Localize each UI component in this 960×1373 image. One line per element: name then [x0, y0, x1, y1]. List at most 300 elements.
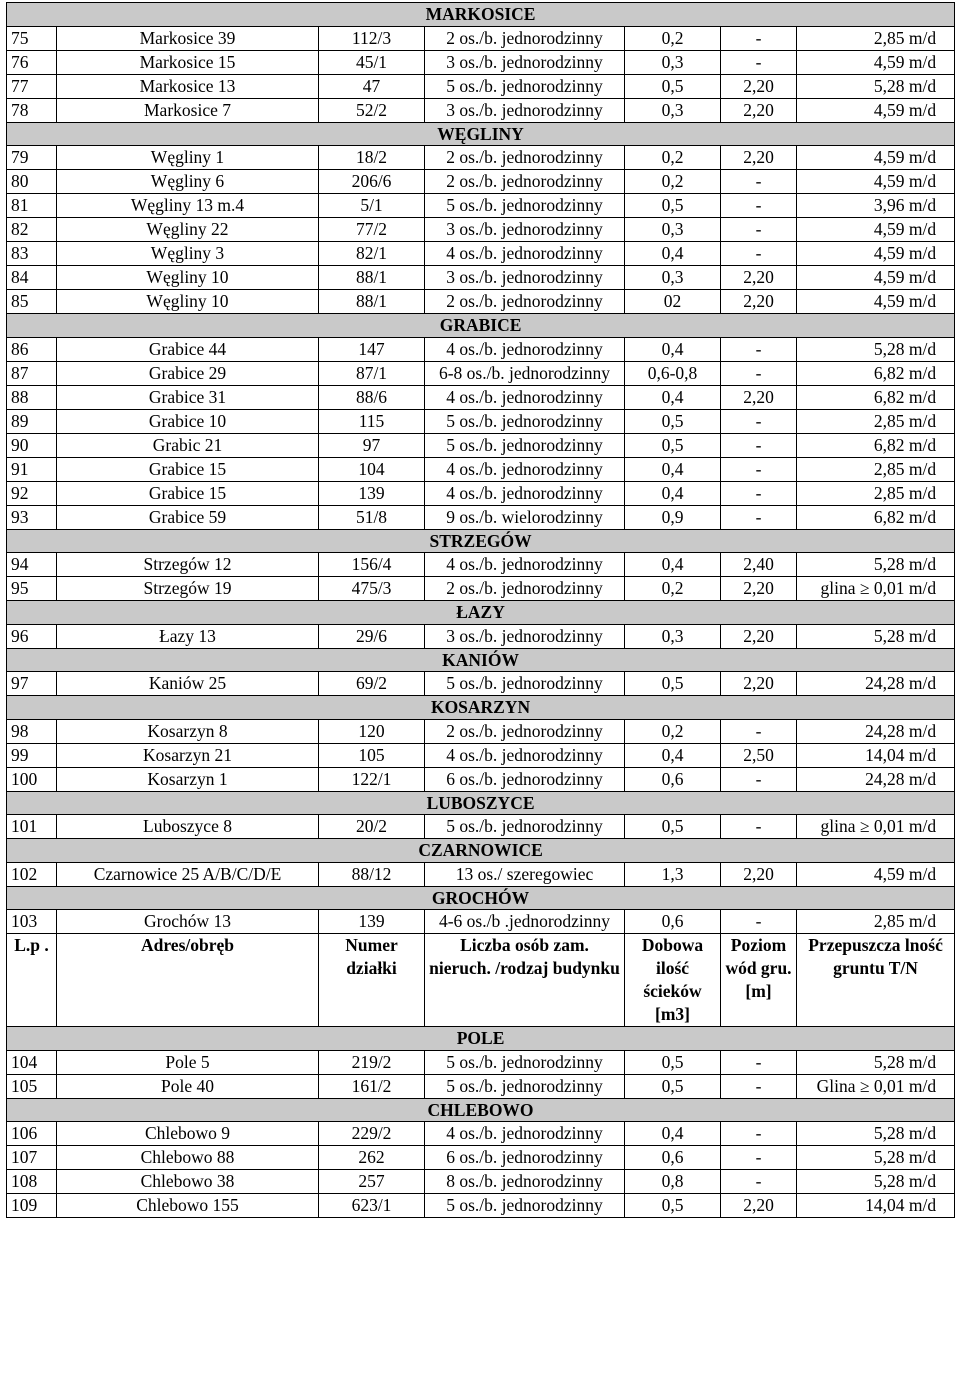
- cell-lp: 89: [7, 409, 57, 433]
- cell-soil-permeability: 6,82 m/d: [797, 433, 955, 457]
- section-header-row: [7, 122, 955, 146]
- cell-plot-number: 82/1: [319, 242, 425, 266]
- cell-residents-building-type: 3 os./b. jednorodzinny: [425, 266, 625, 290]
- cell-soil-permeability: 4,59 m/d: [797, 218, 955, 242]
- cell-daily-sewage: 0,2: [625, 26, 721, 50]
- cell-daily-sewage: 0,2: [625, 719, 721, 743]
- cell-daily-sewage: 0,6: [625, 767, 721, 791]
- table-row: [7, 553, 955, 577]
- cell-residents-building-type: 4 os./b. jednorodzinny: [425, 242, 625, 266]
- cell-groundwater-level: 2,20: [721, 672, 797, 696]
- cell-lp: 90: [7, 433, 57, 457]
- cell-residents-building-type: 5 os./b. jednorodzinny: [425, 1194, 625, 1218]
- cell-lp: 94: [7, 553, 57, 577]
- section-title: KANIÓW: [7, 648, 955, 672]
- table-row: [7, 672, 955, 696]
- cell-lp: 86: [7, 337, 57, 361]
- cell-groundwater-level: -: [721, 1050, 797, 1074]
- cell-residents-building-type: 8 os./b. jednorodzinny: [425, 1170, 625, 1194]
- cell-residents-building-type: 2 os./b. jednorodzinny: [425, 26, 625, 50]
- cell-address: Węgliny 6: [57, 170, 319, 194]
- cell-soil-permeability: 4,59 m/d: [797, 290, 955, 314]
- table-row: [7, 74, 955, 98]
- cell-soil-permeability: 4,59 m/d: [797, 266, 955, 290]
- section-header-row: [7, 529, 955, 553]
- cell-address: Grabice 31: [57, 385, 319, 409]
- cell-residents-building-type: 2 os./b. jednorodzinny: [425, 577, 625, 601]
- header-lp: L.p .: [7, 934, 57, 1027]
- cell-soil-permeability: Glina ≥ 0,01 m/d: [797, 1074, 955, 1098]
- cell-soil-permeability: 2,85 m/d: [797, 26, 955, 50]
- table-row: [7, 719, 955, 743]
- cell-groundwater-level: 2,20: [721, 98, 797, 122]
- cell-lp: 75: [7, 26, 57, 50]
- cell-address: Markosice 15: [57, 50, 319, 74]
- cell-lp: 98: [7, 719, 57, 743]
- cell-soil-permeability: 2,85 m/d: [797, 409, 955, 433]
- cell-daily-sewage: 1,3: [625, 862, 721, 886]
- cell-soil-permeability: 4,59 m/d: [797, 50, 955, 74]
- table-row: [7, 146, 955, 170]
- cell-lp: 76: [7, 50, 57, 74]
- cell-residents-building-type: 4 os./b. jednorodzinny: [425, 743, 625, 767]
- table-row: [7, 98, 955, 122]
- cell-groundwater-level: -: [721, 1122, 797, 1146]
- cell-residents-building-type: 5 os./b. jednorodzinny: [425, 1050, 625, 1074]
- cell-address: Pole 40: [57, 1074, 319, 1098]
- section-title: ŁAZY: [7, 601, 955, 625]
- cell-groundwater-level: 2,20: [721, 146, 797, 170]
- cell-address: Węgliny 13 m.4: [57, 194, 319, 218]
- cell-soil-permeability: 4,59 m/d: [797, 98, 955, 122]
- cell-lp: 107: [7, 1146, 57, 1170]
- cell-address: Grabice 44: [57, 337, 319, 361]
- cell-soil-permeability: glina ≥ 0,01 m/d: [797, 577, 955, 601]
- cell-plot-number: 139: [319, 910, 425, 934]
- section-header-row: [7, 601, 955, 625]
- cell-lp: 82: [7, 218, 57, 242]
- section-title: GROCHÓW: [7, 886, 955, 910]
- cell-address: Chlebowo 155: [57, 1194, 319, 1218]
- cell-residents-building-type: 13 os./ szeregowiec: [425, 862, 625, 886]
- cell-residents-building-type: 5 os./b. jednorodzinny: [425, 815, 625, 839]
- cell-daily-sewage: 0,4: [625, 1122, 721, 1146]
- cell-daily-sewage: 02: [625, 290, 721, 314]
- cell-daily-sewage: 0,5: [625, 433, 721, 457]
- cell-address: Kosarzyn 21: [57, 743, 319, 767]
- cell-soil-permeability: 2,85 m/d: [797, 457, 955, 481]
- cell-lp: 91: [7, 457, 57, 481]
- cell-groundwater-level: -: [721, 337, 797, 361]
- cell-plot-number: 88/6: [319, 385, 425, 409]
- table-row: [7, 815, 955, 839]
- header-groundwater-level: Poziom wód gru. [m]: [721, 934, 797, 1027]
- cell-address: Grabice 29: [57, 361, 319, 385]
- table-row: [7, 26, 955, 50]
- header-soil-permeability: Przepuszcza lność gruntu T/N: [797, 934, 955, 1027]
- cell-plot-number: 147: [319, 337, 425, 361]
- cell-address: Strzegów 19: [57, 577, 319, 601]
- section-header-row: [7, 648, 955, 672]
- section-header-row: [7, 314, 955, 338]
- cell-plot-number: 88/1: [319, 290, 425, 314]
- cell-lp: 83: [7, 242, 57, 266]
- section-title: WĘGLINY: [7, 122, 955, 146]
- table-row: [7, 1050, 955, 1074]
- cell-daily-sewage: 0,3: [625, 624, 721, 648]
- cell-plot-number: 97: [319, 433, 425, 457]
- cell-plot-number: 112/3: [319, 26, 425, 50]
- cell-groundwater-level: -: [721, 1170, 797, 1194]
- cell-daily-sewage: 0,5: [625, 672, 721, 696]
- cell-address: Grabice 59: [57, 505, 319, 529]
- cell-groundwater-level: 2,20: [721, 266, 797, 290]
- cell-groundwater-level: -: [721, 1074, 797, 1098]
- cell-residents-building-type: 4 os./b. jednorodzinny: [425, 337, 625, 361]
- table-row: [7, 170, 955, 194]
- cell-residents-building-type: 4 os./b. jednorodzinny: [425, 1122, 625, 1146]
- cell-daily-sewage: 0,5: [625, 194, 721, 218]
- cell-soil-permeability: 4,59 m/d: [797, 146, 955, 170]
- cell-address: Kosarzyn 8: [57, 719, 319, 743]
- cell-residents-building-type: 4 os./b. jednorodzinny: [425, 457, 625, 481]
- cell-plot-number: 20/2: [319, 815, 425, 839]
- cell-residents-building-type: 3 os./b. jednorodzinny: [425, 50, 625, 74]
- table-row: [7, 409, 955, 433]
- cell-lp: 81: [7, 194, 57, 218]
- cell-soil-permeability: 5,28 m/d: [797, 1170, 955, 1194]
- section-header-row: [7, 3, 955, 27]
- cell-lp: 93: [7, 505, 57, 529]
- section-header-row: [7, 839, 955, 863]
- cell-address: Grabice 15: [57, 481, 319, 505]
- cell-groundwater-level: 2,20: [721, 624, 797, 648]
- cell-soil-permeability: 2,85 m/d: [797, 481, 955, 505]
- cell-daily-sewage: 0,6: [625, 1146, 721, 1170]
- table-row: [7, 218, 955, 242]
- column-header-row: [7, 934, 955, 1027]
- cell-daily-sewage: 0,6: [625, 910, 721, 934]
- cell-groundwater-level: -: [721, 194, 797, 218]
- cell-groundwater-level: -: [721, 1146, 797, 1170]
- cell-residents-building-type: 5 os./b. jednorodzinny: [425, 74, 625, 98]
- cell-lp: 95: [7, 577, 57, 601]
- cell-daily-sewage: 0,2: [625, 577, 721, 601]
- section-title: GRABICE: [7, 314, 955, 338]
- table-row: [7, 1146, 955, 1170]
- cell-address: Węgliny 3: [57, 242, 319, 266]
- cell-lp: 77: [7, 74, 57, 98]
- cell-residents-building-type: 6 os./b. jednorodzinny: [425, 767, 625, 791]
- cell-address: Markosice 13: [57, 74, 319, 98]
- cell-groundwater-level: -: [721, 50, 797, 74]
- cell-plot-number: 475/3: [319, 577, 425, 601]
- section-title: CZARNOWICE: [7, 839, 955, 863]
- header-daily-sewage: Dobowa ilość ścieków [m3]: [625, 934, 721, 1027]
- section-title: POLE: [7, 1027, 955, 1051]
- cell-plot-number: 262: [319, 1146, 425, 1170]
- cell-plot-number: 87/1: [319, 361, 425, 385]
- cell-address: Kosarzyn 1: [57, 767, 319, 791]
- cell-groundwater-level: -: [721, 433, 797, 457]
- cell-address: Chlebowo 88: [57, 1146, 319, 1170]
- cell-soil-permeability: 24,28 m/d: [797, 767, 955, 791]
- cell-groundwater-level: 2,20: [721, 862, 797, 886]
- cell-daily-sewage: 0,2: [625, 146, 721, 170]
- cell-soil-permeability: 5,28 m/d: [797, 1122, 955, 1146]
- cell-daily-sewage: 0,3: [625, 218, 721, 242]
- table-row: [7, 767, 955, 791]
- cell-residents-building-type: 5 os./b. jednorodzinny: [425, 409, 625, 433]
- cell-plot-number: 88/12: [319, 862, 425, 886]
- cell-groundwater-level: 2,50: [721, 743, 797, 767]
- cell-plot-number: 219/2: [319, 1050, 425, 1074]
- cell-lp: 88: [7, 385, 57, 409]
- cell-address: Kaniów 25: [57, 672, 319, 696]
- cell-groundwater-level: 2,20: [721, 1194, 797, 1218]
- section-title: KOSARZYN: [7, 696, 955, 720]
- cell-lp: 85: [7, 290, 57, 314]
- cell-soil-permeability: 5,28 m/d: [797, 1146, 955, 1170]
- cell-groundwater-level: 2,20: [721, 385, 797, 409]
- cell-lp: 105: [7, 1074, 57, 1098]
- cell-residents-building-type: 9 os./b. wielorodzinny: [425, 505, 625, 529]
- section-header-row: [7, 696, 955, 720]
- sewage-data-table: [6, 2, 955, 1218]
- table-row: [7, 433, 955, 457]
- cell-daily-sewage: 0,9: [625, 505, 721, 529]
- cell-address: Chlebowo 38: [57, 1170, 319, 1194]
- table-row: [7, 481, 955, 505]
- cell-plot-number: 104: [319, 457, 425, 481]
- cell-daily-sewage: 0,4: [625, 553, 721, 577]
- cell-daily-sewage: 0,4: [625, 385, 721, 409]
- cell-lp: 97: [7, 672, 57, 696]
- cell-residents-building-type: 4 os./b. jednorodzinny: [425, 385, 625, 409]
- cell-residents-building-type: 3 os./b. jednorodzinny: [425, 624, 625, 648]
- table-row: [7, 1194, 955, 1218]
- section-title: MARKOSICE: [7, 3, 955, 27]
- cell-plot-number: 105: [319, 743, 425, 767]
- cell-groundwater-level: -: [721, 218, 797, 242]
- cell-lp: 79: [7, 146, 57, 170]
- cell-soil-permeability: 14,04 m/d: [797, 1194, 955, 1218]
- cell-plot-number: 18/2: [319, 146, 425, 170]
- cell-daily-sewage: 0,5: [625, 409, 721, 433]
- cell-groundwater-level: -: [721, 910, 797, 934]
- section-header-row: [7, 886, 955, 910]
- table-body: [7, 3, 955, 1218]
- cell-groundwater-level: -: [721, 170, 797, 194]
- cell-address: Łazy 13: [57, 624, 319, 648]
- table-row: [7, 290, 955, 314]
- cell-plot-number: 29/6: [319, 624, 425, 648]
- cell-plot-number: 45/1: [319, 50, 425, 74]
- cell-plot-number: 88/1: [319, 266, 425, 290]
- cell-lp: 101: [7, 815, 57, 839]
- table-row: [7, 194, 955, 218]
- cell-address: Pole 5: [57, 1050, 319, 1074]
- cell-daily-sewage: 0,8: [625, 1170, 721, 1194]
- cell-groundwater-level: -: [721, 26, 797, 50]
- cell-address: Węgliny 10: [57, 290, 319, 314]
- cell-lp: 84: [7, 266, 57, 290]
- cell-residents-building-type: 6 os./b. jednorodzinny: [425, 1146, 625, 1170]
- cell-plot-number: 122/1: [319, 767, 425, 791]
- cell-soil-permeability: 3,96 m/d: [797, 194, 955, 218]
- cell-soil-permeability: 6,82 m/d: [797, 385, 955, 409]
- section-title: STRZEGÓW: [7, 529, 955, 553]
- header-address: Adres/obręb: [57, 934, 319, 1027]
- cell-daily-sewage: 0,6-0,8: [625, 361, 721, 385]
- cell-residents-building-type: 2 os./b. jednorodzinny: [425, 290, 625, 314]
- cell-soil-permeability: 14,04 m/d: [797, 743, 955, 767]
- cell-plot-number: 161/2: [319, 1074, 425, 1098]
- cell-daily-sewage: 0,4: [625, 337, 721, 361]
- cell-residents-building-type: 2 os./b. jednorodzinny: [425, 170, 625, 194]
- cell-lp: 99: [7, 743, 57, 767]
- cell-daily-sewage: 0,5: [625, 1074, 721, 1098]
- cell-daily-sewage: 0,5: [625, 815, 721, 839]
- table-row: [7, 743, 955, 767]
- cell-daily-sewage: 0,4: [625, 457, 721, 481]
- cell-residents-building-type: 4-6 os./b .jednorodzinny: [425, 910, 625, 934]
- table-row: [7, 385, 955, 409]
- cell-residents-building-type: 5 os./b. jednorodzinny: [425, 1074, 625, 1098]
- cell-plot-number: 77/2: [319, 218, 425, 242]
- cell-address: Węgliny 10: [57, 266, 319, 290]
- cell-groundwater-level: -: [721, 815, 797, 839]
- cell-lp: 100: [7, 767, 57, 791]
- cell-daily-sewage: 0,5: [625, 1050, 721, 1074]
- cell-address: Grabice 10: [57, 409, 319, 433]
- cell-groundwater-level: -: [721, 361, 797, 385]
- cell-residents-building-type: 6-8 os./b. jednorodzinny: [425, 361, 625, 385]
- table-row: [7, 577, 955, 601]
- table-row: [7, 624, 955, 648]
- cell-soil-permeability: 4,59 m/d: [797, 242, 955, 266]
- cell-lp: 102: [7, 862, 57, 886]
- cell-daily-sewage: 0,3: [625, 98, 721, 122]
- cell-soil-permeability: 6,82 m/d: [797, 505, 955, 529]
- table-row: [7, 50, 955, 74]
- cell-residents-building-type: 5 os./b. jednorodzinny: [425, 672, 625, 696]
- cell-lp: 109: [7, 1194, 57, 1218]
- cell-groundwater-level: -: [721, 505, 797, 529]
- cell-groundwater-level: -: [721, 409, 797, 433]
- cell-plot-number: 52/2: [319, 98, 425, 122]
- table-row: [7, 1170, 955, 1194]
- cell-plot-number: 120: [319, 719, 425, 743]
- cell-plot-number: 69/2: [319, 672, 425, 696]
- cell-residents-building-type: 4 os./b. jednorodzinny: [425, 481, 625, 505]
- table-row: [7, 1074, 955, 1098]
- cell-daily-sewage: 0,3: [625, 50, 721, 74]
- cell-daily-sewage: 0,3: [625, 266, 721, 290]
- table-row: [7, 361, 955, 385]
- cell-lp: 104: [7, 1050, 57, 1074]
- cell-plot-number: 51/8: [319, 505, 425, 529]
- cell-plot-number: 206/6: [319, 170, 425, 194]
- cell-soil-permeability: 5,28 m/d: [797, 624, 955, 648]
- cell-address: Luboszyce 8: [57, 815, 319, 839]
- cell-groundwater-level: -: [721, 481, 797, 505]
- header-residents-building-type: Liczba osób zam. nieruch. /rodzaj budynku: [425, 934, 625, 1027]
- cell-groundwater-level: 2,20: [721, 74, 797, 98]
- cell-plot-number: 5/1: [319, 194, 425, 218]
- table-row: [7, 337, 955, 361]
- cell-lp: 96: [7, 624, 57, 648]
- section-header-row: [7, 1027, 955, 1051]
- cell-address: Chlebowo 9: [57, 1122, 319, 1146]
- table-row: [7, 505, 955, 529]
- cell-plot-number: 229/2: [319, 1122, 425, 1146]
- cell-soil-permeability: glina ≥ 0,01 m/d: [797, 815, 955, 839]
- cell-soil-permeability: 6,82 m/d: [797, 361, 955, 385]
- cell-soil-permeability: 24,28 m/d: [797, 672, 955, 696]
- cell-residents-building-type: 3 os./b. jednorodzinny: [425, 98, 625, 122]
- cell-address: Markosice 7: [57, 98, 319, 122]
- cell-lp: 103: [7, 910, 57, 934]
- cell-plot-number: 623/1: [319, 1194, 425, 1218]
- cell-groundwater-level: -: [721, 457, 797, 481]
- cell-groundwater-level: 2,40: [721, 553, 797, 577]
- cell-address: Strzegów 12: [57, 553, 319, 577]
- cell-address: Grabice 15: [57, 457, 319, 481]
- section-header-row: [7, 1098, 955, 1122]
- cell-daily-sewage: 0,5: [625, 74, 721, 98]
- cell-soil-permeability: 4,59 m/d: [797, 170, 955, 194]
- cell-residents-building-type: 3 os./b. jednorodzinny: [425, 218, 625, 242]
- cell-groundwater-level: 2,20: [721, 290, 797, 314]
- cell-soil-permeability: 24,28 m/d: [797, 719, 955, 743]
- cell-plot-number: 257: [319, 1170, 425, 1194]
- section-title: LUBOSZYCE: [7, 791, 955, 815]
- cell-lp: 87: [7, 361, 57, 385]
- cell-groundwater-level: 2,20: [721, 577, 797, 601]
- table-row: [7, 266, 955, 290]
- cell-soil-permeability: 5,28 m/d: [797, 1050, 955, 1074]
- cell-lp: 80: [7, 170, 57, 194]
- cell-daily-sewage: 0,4: [625, 242, 721, 266]
- cell-daily-sewage: 0,2: [625, 170, 721, 194]
- cell-address: Grochów 13: [57, 910, 319, 934]
- cell-address: Markosice 39: [57, 26, 319, 50]
- cell-residents-building-type: 4 os./b. jednorodzinny: [425, 553, 625, 577]
- cell-soil-permeability: 4,59 m/d: [797, 862, 955, 886]
- cell-residents-building-type: 5 os./b. jednorodzinny: [425, 194, 625, 218]
- table-row: [7, 1122, 955, 1146]
- table-row: [7, 457, 955, 481]
- cell-address: Węgliny 1: [57, 146, 319, 170]
- cell-soil-permeability: 2,85 m/d: [797, 910, 955, 934]
- cell-groundwater-level: -: [721, 242, 797, 266]
- table-row: [7, 242, 955, 266]
- cell-soil-permeability: 5,28 m/d: [797, 74, 955, 98]
- cell-groundwater-level: -: [721, 719, 797, 743]
- section-title: CHLEBOWO: [7, 1098, 955, 1122]
- cell-lp: 108: [7, 1170, 57, 1194]
- cell-plot-number: 139: [319, 481, 425, 505]
- cell-daily-sewage: 0,4: [625, 481, 721, 505]
- cell-plot-number: 115: [319, 409, 425, 433]
- cell-groundwater-level: -: [721, 767, 797, 791]
- cell-residents-building-type: 2 os./b. jednorodzinny: [425, 719, 625, 743]
- cell-lp: 78: [7, 98, 57, 122]
- cell-daily-sewage: 0,4: [625, 743, 721, 767]
- cell-lp: 106: [7, 1122, 57, 1146]
- header-plot-number: Numer działki: [319, 934, 425, 1027]
